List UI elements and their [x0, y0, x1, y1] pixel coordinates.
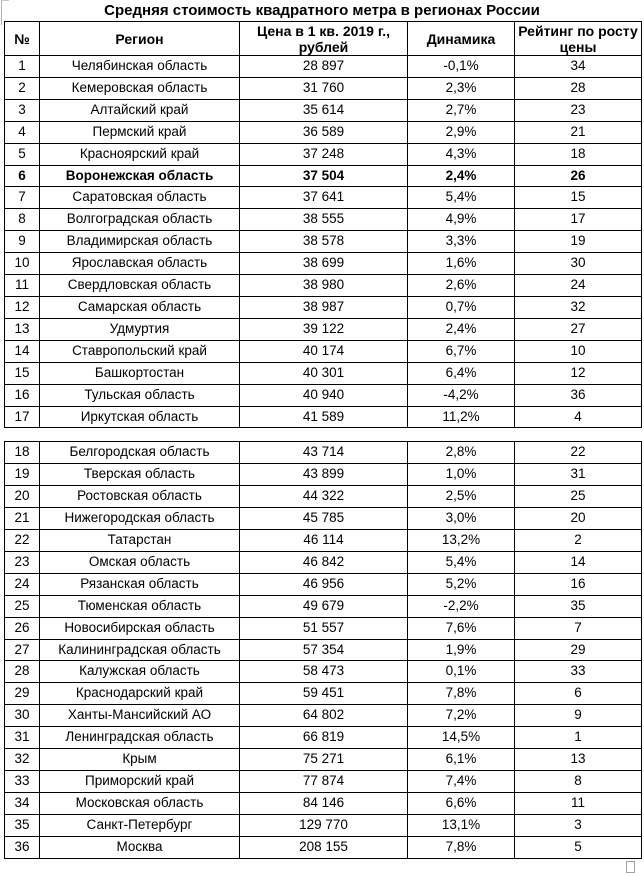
table-row — [5, 77, 642, 99]
cell-region: Калининградская область — [40, 639, 240, 661]
cell-region: Ленинградская область — [40, 727, 240, 749]
table-row — [5, 749, 642, 771]
cell-region: Ханты-Мансийский АО — [40, 705, 240, 727]
cell-region: Иркутская область — [40, 406, 240, 428]
cell-dynamics: 0,7% — [408, 296, 515, 318]
table-row — [5, 253, 642, 275]
cell-price: 31 760 — [240, 77, 408, 99]
cell-dynamics: 11,2% — [408, 406, 515, 428]
table-row — [5, 530, 642, 552]
price-table-upper — [4, 21, 642, 428]
cell-rating: 15 — [515, 187, 642, 209]
cell-dynamics: 3,3% — [408, 231, 515, 253]
cell-dynamics: 2,5% — [408, 486, 515, 508]
cell-rating: 1 — [515, 727, 642, 749]
cell-num: 9 — [5, 231, 40, 253]
cell-rating: 3 — [515, 814, 642, 836]
table-row — [5, 406, 642, 428]
cell-region: Башкортостан — [40, 362, 240, 384]
cell-price: 37 641 — [240, 187, 408, 209]
table-row — [5, 836, 642, 858]
cell-dynamics: 7,2% — [408, 705, 515, 727]
cell-price: 35 614 — [240, 99, 408, 121]
cell-region: Белгородская область — [40, 442, 240, 464]
cell-num: 14 — [5, 340, 40, 362]
cell-region: Удмуртия — [40, 318, 240, 340]
price-table-lower — [4, 441, 642, 858]
cell-num: 29 — [5, 683, 40, 705]
cell-region: Кемеровская область — [40, 77, 240, 99]
cell-rating: 17 — [515, 209, 642, 231]
cell-num: 11 — [5, 275, 40, 297]
cell-dynamics: 14,5% — [408, 727, 515, 749]
cell-num: 21 — [5, 508, 40, 530]
cell-region: Ярославская область — [40, 253, 240, 275]
cell-rating: 4 — [515, 406, 642, 428]
cell-price: 75 271 — [240, 749, 408, 771]
cell-price: 37 504 — [240, 165, 408, 187]
cell-region: Калужская область — [40, 661, 240, 683]
cell-dynamics: 7,8% — [408, 683, 515, 705]
cell-dynamics: -4,2% — [408, 384, 515, 406]
cell-num: 15 — [5, 362, 40, 384]
cell-dynamics: 0,1% — [408, 661, 515, 683]
cell-price: 40 174 — [240, 340, 408, 362]
cell-region: Челябинская область — [40, 56, 240, 78]
cell-dynamics: 2,9% — [408, 121, 515, 143]
table-row — [5, 464, 642, 486]
cell-price: 38 555 — [240, 209, 408, 231]
cell-price: 46 842 — [240, 551, 408, 573]
cell-dynamics: 5,2% — [408, 573, 515, 595]
cell-rating: 11 — [515, 792, 642, 814]
cell-num: 5 — [5, 143, 40, 165]
cell-rating: 25 — [515, 486, 642, 508]
cell-rating: 9 — [515, 705, 642, 727]
cell-rating: 27 — [515, 318, 642, 340]
cell-num: 26 — [5, 617, 40, 639]
cell-num: 6 — [5, 165, 40, 187]
table-row — [5, 442, 642, 464]
header-price: Цена в 1 кв. 2019 г., рублей — [240, 22, 408, 56]
cell-region: Москва — [40, 836, 240, 858]
cell-num: 28 — [5, 661, 40, 683]
cell-num: 24 — [5, 573, 40, 595]
cell-region: Тульская область — [40, 384, 240, 406]
cell-price: 129 770 — [240, 814, 408, 836]
cell-num: 23 — [5, 551, 40, 573]
cell-dynamics: 6,4% — [408, 362, 515, 384]
cell-dynamics: 5,4% — [408, 551, 515, 573]
cell-rating: 18 — [515, 143, 642, 165]
cell-price: 38 980 — [240, 275, 408, 297]
cell-dynamics: 2,4% — [408, 318, 515, 340]
cell-dynamics: 7,8% — [408, 836, 515, 858]
cell-region: Рязанская область — [40, 573, 240, 595]
table-row — [5, 573, 642, 595]
cell-rating: 26 — [515, 165, 642, 187]
cell-dynamics: -2,2% — [408, 595, 515, 617]
cell-price: 208 155 — [240, 836, 408, 858]
cell-rating: 7 — [515, 617, 642, 639]
cell-num: 30 — [5, 705, 40, 727]
cell-dynamics: 13,1% — [408, 814, 515, 836]
cell-rating: 35 — [515, 595, 642, 617]
corner-artifact-top-left — [1, 0, 9, 25]
cell-region: Саратовская область — [40, 187, 240, 209]
cell-rating: 20 — [515, 508, 642, 530]
cell-region: Воронежская область — [40, 165, 240, 187]
cell-num: 34 — [5, 792, 40, 814]
cell-price: 41 589 — [240, 406, 408, 428]
cell-rating: 31 — [515, 464, 642, 486]
cell-rating: 33 — [515, 661, 642, 683]
cell-price: 59 451 — [240, 683, 408, 705]
stray-box-glyph — [626, 861, 635, 873]
header-dynamics: Динамика — [408, 22, 515, 56]
header-region: Регион — [40, 22, 240, 56]
cell-num: 16 — [5, 384, 40, 406]
cell-price: 66 819 — [240, 727, 408, 749]
cell-rating: 23 — [515, 99, 642, 121]
cell-num: 17 — [5, 406, 40, 428]
cell-region: Татарстан — [40, 530, 240, 552]
table-title: Средняя стоимость квадратного метра в регионах России — [104, 2, 540, 19]
table-row — [5, 56, 642, 78]
table-row — [5, 231, 642, 253]
cell-price: 44 322 — [240, 486, 408, 508]
cell-rating: 21 — [515, 121, 642, 143]
table-row — [5, 362, 642, 384]
cell-region: Ростовская область — [40, 486, 240, 508]
table-row — [5, 275, 642, 297]
cell-num: 2 — [5, 77, 40, 99]
cell-num: 20 — [5, 486, 40, 508]
cell-dynamics: 2,3% — [408, 77, 515, 99]
table-row — [5, 486, 642, 508]
cell-dynamics: 7,6% — [408, 617, 515, 639]
cell-region: Тюменская область — [40, 595, 240, 617]
cell-rating: 24 — [515, 275, 642, 297]
cell-region: Ставропольский край — [40, 340, 240, 362]
cell-region: Приморский край — [40, 771, 240, 793]
cell-num: 18 — [5, 442, 40, 464]
cell-num: 8 — [5, 209, 40, 231]
table-body-upper — [5, 56, 642, 428]
cell-region: Самарская область — [40, 296, 240, 318]
table-row — [5, 318, 642, 340]
cell-rating: 16 — [515, 573, 642, 595]
cell-region: Нижегородская область — [40, 508, 240, 530]
cell-region: Московская область — [40, 792, 240, 814]
table-row — [5, 683, 642, 705]
table-row — [5, 727, 642, 749]
cell-dynamics: 13,2% — [408, 530, 515, 552]
cell-price: 38 578 — [240, 231, 408, 253]
cell-rating: 34 — [515, 56, 642, 78]
cell-region: Волгоградская область — [40, 209, 240, 231]
cell-price: 40 940 — [240, 384, 408, 406]
cell-num: 1 — [5, 56, 40, 78]
cell-dynamics: 7,4% — [408, 771, 515, 793]
cell-rating: 32 — [515, 296, 642, 318]
table-row — [5, 814, 642, 836]
cell-dynamics: 5,4% — [408, 187, 515, 209]
cell-price: 58 473 — [240, 661, 408, 683]
table-row — [5, 661, 642, 683]
cell-price: 45 785 — [240, 508, 408, 530]
cell-num: 25 — [5, 595, 40, 617]
table-row — [5, 705, 642, 727]
cell-price: 28 897 — [240, 56, 408, 78]
table-row — [5, 639, 642, 661]
cell-rating: 28 — [515, 77, 642, 99]
cell-dynamics: 4,3% — [408, 143, 515, 165]
table-row — [5, 617, 642, 639]
table-row — [5, 165, 642, 187]
cell-price: 51 557 — [240, 617, 408, 639]
cell-dynamics: 3,0% — [408, 508, 515, 530]
cell-price: 36 589 — [240, 121, 408, 143]
cell-num: 7 — [5, 187, 40, 209]
cell-dynamics: -0,1% — [408, 56, 515, 78]
cell-region: Крым — [40, 749, 240, 771]
table-row — [5, 187, 642, 209]
cell-dynamics: 4,9% — [408, 209, 515, 231]
cell-num: 3 — [5, 99, 40, 121]
cell-region: Пермский край — [40, 121, 240, 143]
cell-region: Алтайский край — [40, 99, 240, 121]
cell-region: Санкт-Петербург — [40, 814, 240, 836]
table-row — [5, 296, 642, 318]
cell-num: 12 — [5, 296, 40, 318]
cell-rating: 29 — [515, 639, 642, 661]
header-row — [5, 22, 642, 56]
cell-num: 19 — [5, 464, 40, 486]
cell-dynamics: 2,7% — [408, 99, 515, 121]
cell-rating: 12 — [515, 362, 642, 384]
table-row — [5, 771, 642, 793]
cell-price: 46 114 — [240, 530, 408, 552]
table-row — [5, 508, 642, 530]
cell-num: 4 — [5, 121, 40, 143]
cell-num: 13 — [5, 318, 40, 340]
cell-price: 49 679 — [240, 595, 408, 617]
cell-price: 40 301 — [240, 362, 408, 384]
cell-rating: 6 — [515, 683, 642, 705]
cell-dynamics: 1,9% — [408, 639, 515, 661]
cell-dynamics: 2,4% — [408, 165, 515, 187]
cell-region: Свердловская область — [40, 275, 240, 297]
cell-rating: 10 — [515, 340, 642, 362]
cell-rating: 19 — [515, 231, 642, 253]
cell-dynamics: 6,7% — [408, 340, 515, 362]
cell-rating: 13 — [515, 749, 642, 771]
table-row — [5, 792, 642, 814]
cell-price: 38 699 — [240, 253, 408, 275]
cell-rating: 5 — [515, 836, 642, 858]
cell-dynamics: 6,6% — [408, 792, 515, 814]
cell-price: 39 122 — [240, 318, 408, 340]
cell-num: 27 — [5, 639, 40, 661]
cell-rating: 22 — [515, 442, 642, 464]
cell-dynamics: 2,8% — [408, 442, 515, 464]
table-header — [5, 22, 642, 56]
cell-rating: 8 — [515, 771, 642, 793]
cell-region: Владимирская область — [40, 231, 240, 253]
cell-region: Краснодарский край — [40, 683, 240, 705]
table-row — [5, 551, 642, 573]
header-rating: Рейтинг по росту цены — [515, 22, 642, 56]
cell-region: Омская область — [40, 551, 240, 573]
table-row — [5, 384, 642, 406]
table-row — [5, 209, 642, 231]
table-row — [5, 143, 642, 165]
cell-region: Новосибирская область — [40, 617, 240, 639]
cell-dynamics: 2,6% — [408, 275, 515, 297]
cell-price: 64 802 — [240, 705, 408, 727]
cell-price: 37 248 — [240, 143, 408, 165]
cell-num: 10 — [5, 253, 40, 275]
cell-num: 32 — [5, 749, 40, 771]
cell-rating: 2 — [515, 530, 642, 552]
cell-price: 57 354 — [240, 639, 408, 661]
table-row — [5, 121, 642, 143]
cell-num: 31 — [5, 727, 40, 749]
cell-dynamics: 6,1% — [408, 749, 515, 771]
cell-price: 38 987 — [240, 296, 408, 318]
cell-price: 43 899 — [240, 464, 408, 486]
cell-region: Тверская область — [40, 464, 240, 486]
cell-dynamics: 1,0% — [408, 464, 515, 486]
cell-price: 77 874 — [240, 771, 408, 793]
cell-num: 33 — [5, 771, 40, 793]
table-row — [5, 99, 642, 121]
cell-dynamics: 1,6% — [408, 253, 515, 275]
cell-rating: 36 — [515, 384, 642, 406]
table-row — [5, 340, 642, 362]
header-num: № — [5, 22, 40, 56]
cell-price: 84 146 — [240, 792, 408, 814]
cell-num: 36 — [5, 836, 40, 858]
cell-region: Красноярский край — [40, 143, 240, 165]
cell-price: 43 714 — [240, 442, 408, 464]
table-row — [5, 595, 642, 617]
cell-rating: 30 — [515, 253, 642, 275]
cell-num: 35 — [5, 814, 40, 836]
table-body-lower — [5, 442, 642, 858]
cell-price: 46 956 — [240, 573, 408, 595]
cell-num: 22 — [5, 530, 40, 552]
cell-rating: 14 — [515, 551, 642, 573]
